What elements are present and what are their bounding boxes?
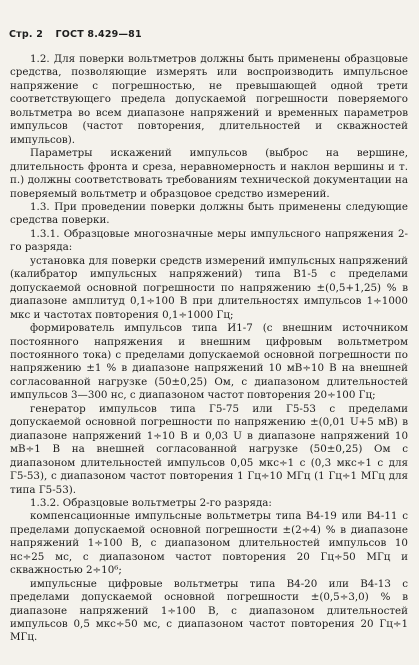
paragraph-compensation-voltmeters: компенсационные импульсные вольтметры типа В4-19 или В4-11 с пределами допускаемой основной погрешности ±(2÷4) % в диапазоне напряжений 1÷100 В, с диапазоном длительностей импульсов 10 нс÷25 мс, с диапазоном частот повторения 20 Гц÷50 МГц и скважностью 2÷10⁶; xyxy=(10,510,408,577)
paragraph-1-2: 1.2. Для поверки вольтметров должны быть применены образцовые средства, позволяющие измерять или воспроизводить импульсное напряжение с погрешностью, не превышающей одной трети соответствующего предела допускаемой погрешности поверяемого вольтметра во всем диапазоне напряжений и временных параметров импульсов (частот повторения, длительностей и скважностей импульсов). xyxy=(10,53,408,146)
standard-designation: ГОСТ 8.429—81 xyxy=(55,29,142,40)
paragraph-shaper-i1-7: формирователь импульсов типа И1-7 (с внешним источником постоянного напряжения и внешним цифровым вольтметром постоянного тока) с пределами допускаемой основной погрешности по напряжению ±1 % в диапазоне напряжений 10 мВ÷10 В на внешней согласованной нагрузке (50±0,25) Ом, с диапазоном длительностей импульсов 3—300 нс, с диапазоном частот повторения 20÷100 Гц; xyxy=(10,322,408,402)
page-header xyxy=(9,29,151,40)
paragraph-distortion-params: Параметры искажений импульсов (выброс на вершине, длительность фронта и среза, неравномерность и наклон вершины и т. п.) должны соответствовать требованиям технической документации на поверяемый вольтметр и образцовое средство измерений. xyxy=(10,147,408,200)
page-number: Стр. 2 xyxy=(9,29,44,40)
paragraph-1-3-1: 1.3.1. Образцовые многозначные меры импульсного напряжения 2-го разряда: xyxy=(10,227,408,254)
paragraph-1-3-2: 1.3.2. Образцовые вольтметры 2-го разряда: xyxy=(30,496,272,509)
paragraph-generator-g5: генератор импульсов типа Г5-75 или Г5-53 с пределами допускаемой основной погрешности по напряжению ±(0,01 U+5 мВ) в диапазоне напряжений 1÷10 В и 0,03 U в диапазоне напряжений 10 мВ÷1 В на внешней согласованной нагрузке (50±0,25) Ом с диапазоном длительностей импульсов 0,05 мкс÷1 с (0,3 мкс÷1 с для Г5-53), с диапазоном частот повторения 1 Гц÷10 МГц (1 Гц÷1 МГц для типа Г5-53). xyxy=(10,402,408,496)
paragraph-calibrator-b1-5: установка для поверки средств измерений импульсных напряжений (калибратор импульсных напряжений) типа В1-5 с пределами допускаемой основной погрешности по напряжению ±(0,5+1,25) % в диапазоне амплитуд 0,1÷100 В при длительностях импульсов 1÷1000 мкс и частотах повторения 0,1÷1000 Гц; xyxy=(10,254,408,321)
paragraph-digital-voltmeters: импульсные цифровые вольтметры типа В4-20 или В4-13 с пределами допускаемой основной погрешности ±(0,5÷3,0) % в диапазоне напряжений 1÷100 В, с диапазоном длительностей импульсов 0,5 мкс÷50 мс, с диапазоном частот повторения 20 Гц÷1 МГц. xyxy=(10,577,408,644)
paragraph-1-3: 1.3. При проведении поверки должны быть применены следующие средства поверки. xyxy=(10,200,408,227)
document-body xyxy=(10,53,408,645)
